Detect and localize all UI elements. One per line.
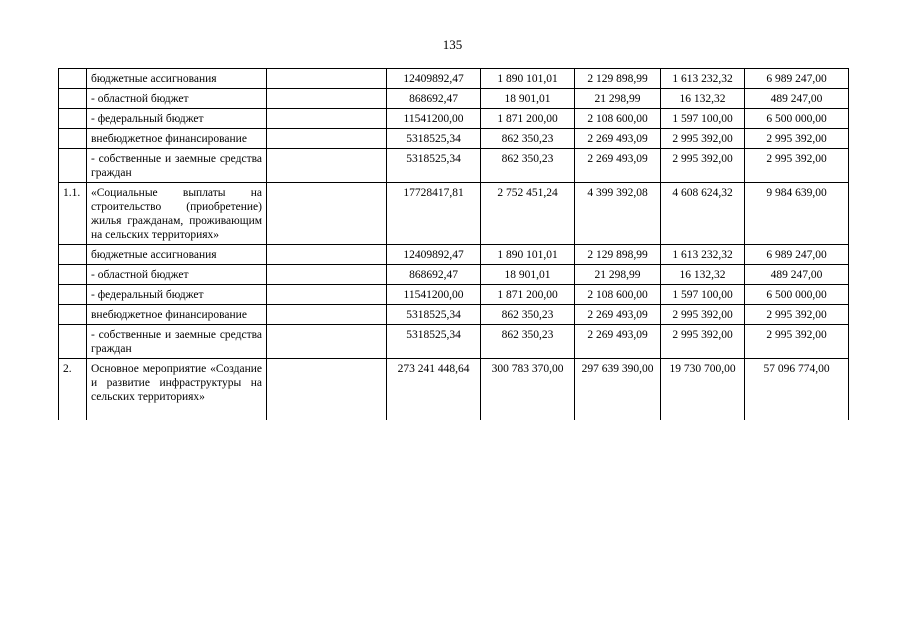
value-cell: 12409892,47	[387, 69, 481, 89]
row-number-cell	[59, 129, 87, 149]
value-cell: 2 108 600,00	[575, 109, 661, 129]
table-row	[59, 305, 849, 325]
row-number-cell	[59, 265, 87, 285]
row-name-cell: - федеральный бюджет	[87, 285, 267, 305]
value-cell: 868692,47	[387, 89, 481, 109]
blank-cell	[267, 89, 387, 109]
blank-cell	[267, 183, 387, 245]
value-cell: 1 613 232,32	[661, 69, 745, 89]
value-cell: 21 298,99	[575, 89, 661, 109]
value-cell: 21 298,99	[575, 265, 661, 285]
value-cell: 2 995 392,00	[745, 149, 849, 183]
value-cell: 2 269 493,09	[575, 305, 661, 325]
row-name-cell: «Социальные выплаты на строительство (приобретение) жилья гражданам, проживающим на сельских территориях»	[87, 183, 267, 245]
value-cell: 2 995 392,00	[661, 129, 745, 149]
value-cell: 2 129 898,99	[575, 245, 661, 265]
row-name-cell: Основное мероприятие «Создание и развитие инфраструктуры на сельских территориях»	[87, 359, 267, 421]
value-cell: 2 129 898,99	[575, 69, 661, 89]
table-row	[59, 285, 849, 305]
blank-cell	[267, 149, 387, 183]
value-cell: 5318525,34	[387, 129, 481, 149]
value-cell: 297 639 390,00	[575, 359, 661, 421]
row-number-cell	[59, 69, 87, 89]
value-cell: 1 890 101,01	[481, 245, 575, 265]
table-row	[59, 359, 849, 421]
value-cell: 2 995 392,00	[745, 325, 849, 359]
value-cell: 11541200,00	[387, 285, 481, 305]
budget-table	[58, 68, 849, 420]
value-cell: 16 132,32	[661, 265, 745, 285]
value-cell: 6 989 247,00	[745, 245, 849, 265]
row-number-cell	[59, 109, 87, 129]
blank-cell	[267, 285, 387, 305]
value-cell: 1 597 100,00	[661, 285, 745, 305]
value-cell: 2 995 392,00	[661, 305, 745, 325]
value-cell: 5318525,34	[387, 305, 481, 325]
value-cell: 4 608 624,32	[661, 183, 745, 245]
value-cell: 6 989 247,00	[745, 69, 849, 89]
value-cell: 18 901,01	[481, 89, 575, 109]
row-name-cell: бюджетные ассигнования	[87, 245, 267, 265]
table-row	[59, 109, 849, 129]
row-number-cell	[59, 245, 87, 265]
row-number-cell	[59, 89, 87, 109]
blank-cell	[267, 69, 387, 89]
value-cell: 1 871 200,00	[481, 109, 575, 129]
value-cell: 300 783 370,00	[481, 359, 575, 421]
value-cell: 1 890 101,01	[481, 69, 575, 89]
value-cell: 19 730 700,00	[661, 359, 745, 421]
blank-cell	[267, 245, 387, 265]
row-name-cell: - собственные и заемные средства граждан	[87, 149, 267, 183]
table-row	[59, 89, 849, 109]
table-row	[59, 149, 849, 183]
value-cell: 16 132,32	[661, 89, 745, 109]
row-number-cell	[59, 285, 87, 305]
value-cell: 2 995 392,00	[661, 325, 745, 359]
value-cell: 1 871 200,00	[481, 285, 575, 305]
row-name-cell: - федеральный бюджет	[87, 109, 267, 129]
value-cell: 2 108 600,00	[575, 285, 661, 305]
table-row	[59, 69, 849, 89]
blank-cell	[267, 129, 387, 149]
value-cell: 9 984 639,00	[745, 183, 849, 245]
value-cell: 862 350,23	[481, 305, 575, 325]
blank-cell	[267, 109, 387, 129]
table-row	[59, 245, 849, 265]
row-name-cell: - областной бюджет	[87, 89, 267, 109]
row-name-cell: внебюджетное финансирование	[87, 305, 267, 325]
row-name-cell: бюджетные ассигнования	[87, 69, 267, 89]
value-cell: 11541200,00	[387, 109, 481, 129]
value-cell: 12409892,47	[387, 245, 481, 265]
value-cell: 4 399 392,08	[575, 183, 661, 245]
value-cell: 2 995 392,00	[661, 149, 745, 183]
blank-cell	[267, 305, 387, 325]
table-row	[59, 129, 849, 149]
value-cell: 1 613 232,32	[661, 245, 745, 265]
value-cell: 489 247,00	[745, 265, 849, 285]
value-cell: 6 500 000,00	[745, 109, 849, 129]
value-cell: 17728417,81	[387, 183, 481, 245]
value-cell: 862 350,23	[481, 325, 575, 359]
value-cell: 57 096 774,00	[745, 359, 849, 421]
row-number-cell	[59, 149, 87, 183]
row-name-cell: - собственные и заемные средства граждан	[87, 325, 267, 359]
value-cell: 2 995 392,00	[745, 305, 849, 325]
value-cell: 862 350,23	[481, 129, 575, 149]
value-cell: 18 901,01	[481, 265, 575, 285]
value-cell: 5318525,34	[387, 149, 481, 183]
value-cell: 1 597 100,00	[661, 109, 745, 129]
blank-cell	[267, 325, 387, 359]
blank-cell	[267, 265, 387, 285]
value-cell: 868692,47	[387, 265, 481, 285]
row-name-cell: внебюджетное финансирование	[87, 129, 267, 149]
row-number-cell: 1.1.	[59, 183, 87, 245]
value-cell: 2 752 451,24	[481, 183, 575, 245]
value-cell: 862 350,23	[481, 149, 575, 183]
table-row	[59, 183, 849, 245]
row-number-cell: 2.	[59, 359, 87, 421]
value-cell: 2 269 493,09	[575, 325, 661, 359]
row-number-cell	[59, 305, 87, 325]
value-cell: 2 269 493,09	[575, 129, 661, 149]
value-cell: 5318525,34	[387, 325, 481, 359]
blank-cell	[267, 359, 387, 421]
row-number-cell	[59, 325, 87, 359]
value-cell: 273 241 448,64	[387, 359, 481, 421]
page-number: 135	[442, 37, 463, 52]
row-name-cell: - областной бюджет	[87, 265, 267, 285]
value-cell: 2 269 493,09	[575, 149, 661, 183]
value-cell: 6 500 000,00	[745, 285, 849, 305]
value-cell: 489 247,00	[745, 89, 849, 109]
table-row	[59, 325, 849, 359]
table-row	[59, 265, 849, 285]
value-cell: 2 995 392,00	[745, 129, 849, 149]
